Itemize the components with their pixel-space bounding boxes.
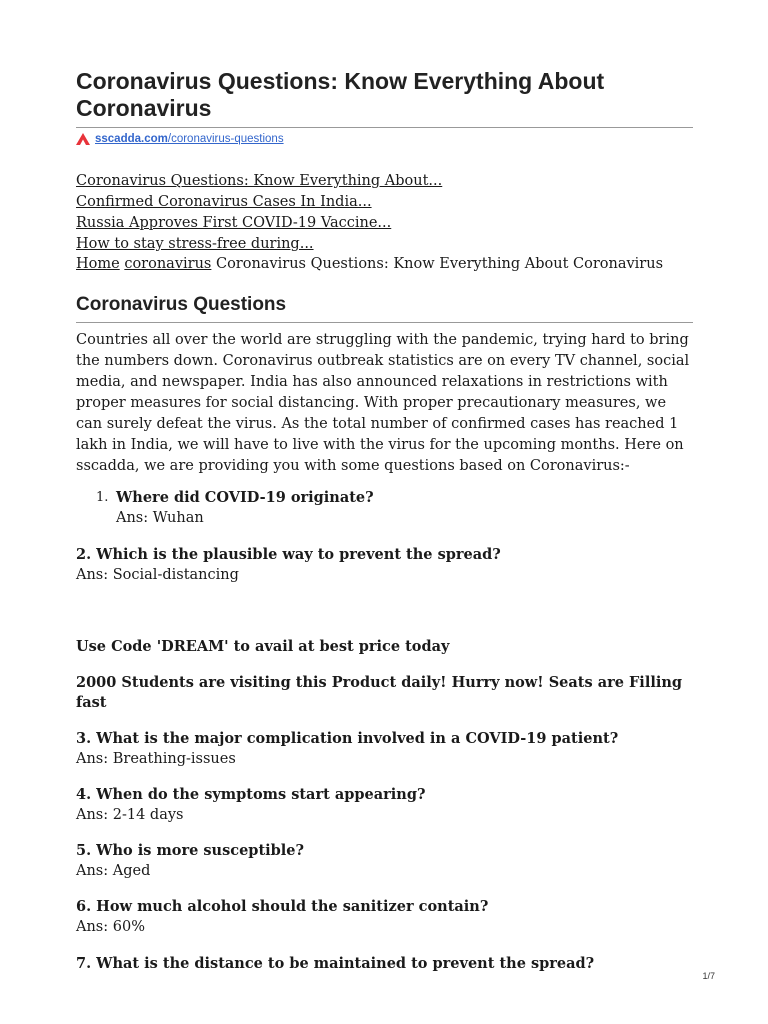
question-text: Where did COVID-19 originate? xyxy=(116,489,374,506)
title-divider xyxy=(76,127,693,128)
page-title: Coronavirus Questions: Know Everything About Coronavirus xyxy=(76,68,605,121)
breadcrumb-current: Coronavirus Questions: Know Everything About Coronavirus xyxy=(215,256,664,272)
question-text: 5. Who is more susceptible? xyxy=(76,842,305,859)
promo-visitors-text: 2000 Students are visiting this Product daily! Hurry now! Seats are Filling fast xyxy=(76,674,683,711)
related-link[interactable]: Russia Approves First COVID-19 Vaccine... xyxy=(76,215,392,231)
intro-paragraph: Countries all over the world are struggling with the pandemic, trying hard to bring the numbers down. Coronavirus outbreak statistics are on every TV channel, social media, and newspaper. India has also announced relaxations in restrictions with proper measures for social distancing. With proper precautionary measures, we can surely defeat the virus. As the total number of confirmed cases has reached 1 lakh in India, we will have to live with the virus for the upcoming months. Here on sscadda, we are providing you with some questions based on Coronavirus:- xyxy=(76,332,690,474)
question-text: 7. What is the distance to be maintained to prevent the spread? xyxy=(76,955,595,972)
answer-text: Ans: 60% xyxy=(76,919,145,935)
answer-text: Ans: Wuhan xyxy=(116,510,204,526)
related-links xyxy=(76,171,442,255)
page-number: 1/7 xyxy=(702,971,715,981)
related-link[interactable]: Confirmed Coronavirus Cases In India... xyxy=(76,194,372,210)
source-path[interactable]: /coronavirus-questions xyxy=(167,133,284,145)
source-url[interactable] xyxy=(76,133,284,145)
question-item xyxy=(76,841,304,881)
promo-code-text: Use Code 'DREAM' to avail at best price today xyxy=(76,638,450,655)
question-item xyxy=(76,785,425,825)
question-text: 3. What is the major complication involved in a COVID-19 patient? xyxy=(76,730,619,747)
question-item xyxy=(76,954,594,974)
source-domain[interactable]: sscadda.com xyxy=(95,133,168,145)
breadcrumb xyxy=(76,254,663,275)
related-link[interactable]: How to stay stress-free during... xyxy=(76,236,314,252)
question-text: 6. How much alcohol should the sanitizer contain? xyxy=(76,898,489,915)
section-heading: Coronavirus Questions xyxy=(76,294,287,315)
question-item xyxy=(76,729,618,769)
question-item xyxy=(116,488,374,528)
breadcrumb-home[interactable]: Home xyxy=(76,256,120,272)
question-text: 2. Which is the plausible way to prevent the spread? xyxy=(76,546,501,563)
question-item xyxy=(76,545,501,585)
sscadda-logo-icon xyxy=(76,133,90,145)
answer-text: Ans: Aged xyxy=(76,863,151,879)
question-item xyxy=(76,897,488,937)
answer-text: Ans: Social-distancing xyxy=(76,567,239,583)
answer-text: Ans: 2-14 days xyxy=(76,807,184,823)
question-text: 4. When do the symptoms start appearing? xyxy=(76,786,426,803)
list-number: 1. xyxy=(96,490,109,505)
breadcrumb-category[interactable]: coronavirus xyxy=(124,256,212,272)
section-divider xyxy=(76,322,693,323)
related-link[interactable]: Coronavirus Questions: Know Everything About... xyxy=(76,173,443,189)
answer-text: Ans: Breathing-issues xyxy=(76,751,236,767)
